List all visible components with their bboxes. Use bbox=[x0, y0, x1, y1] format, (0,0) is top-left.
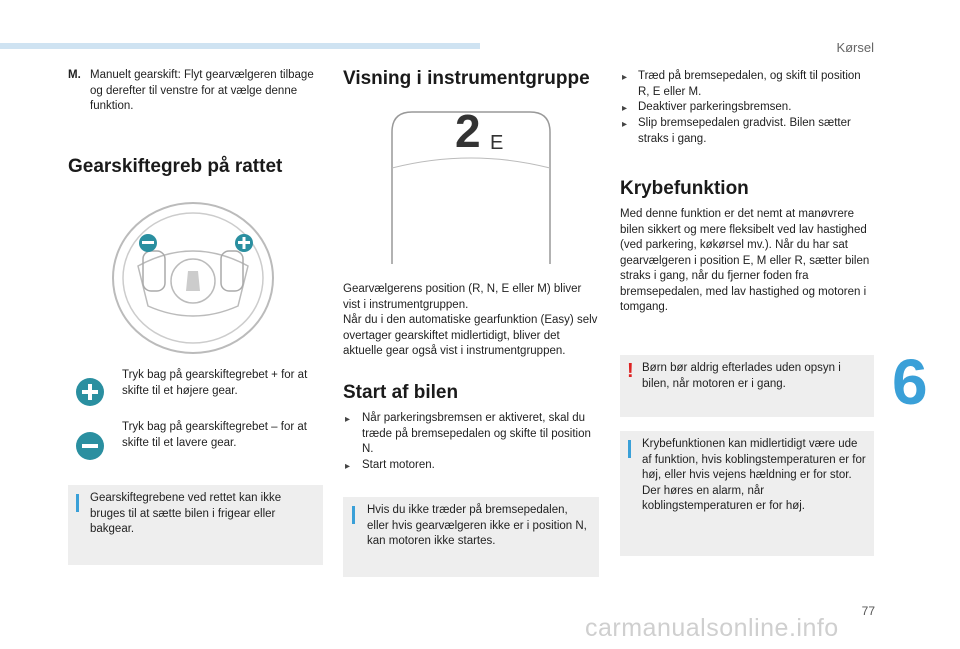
minus-icon bbox=[76, 432, 104, 460]
m-text: Manuelt gearskift: Flyt gearvælgeren tilbage og derefter til venstre for at vælge denne funktion. bbox=[90, 69, 314, 112]
info-icon bbox=[628, 440, 631, 458]
chapter-number: 6 bbox=[892, 346, 928, 418]
drive-bullet-3: Slip bremsepedalen gradvist. Bilen sætter straks i gang. bbox=[638, 117, 851, 145]
plus-text: Tryk bag på gearskiftegrebet + for at skifte til et højere gear. bbox=[122, 369, 308, 397]
info-paddles-text: Gearskiftegrebene ved rettet kan ikke bruges til at sætte bilen i frigear eller bakgear. bbox=[90, 492, 282, 535]
info-start-text: Hvis du ikke træder på bremsepedalen, eller hvis gearvælgeren ikke er i position N, kan motoren ikke startes. bbox=[367, 504, 587, 547]
creep-para: Med denne funktion er det nemt at manøvrere bilen sikkert og mere fleksibelt ved lav hastighed (ved parkering, køkørsel mv.). Når du har sat gearvælgeren i position E, M eller R, sætter bilen straks i gang, når du fjerner foden fra bremsepedalen, med lav hastighed og motoren i tomgang. bbox=[620, 208, 870, 313]
heading-start: Start af bilen bbox=[343, 382, 459, 403]
minus-text: Tryk bag på gearskiftegrebet – for at skifte til et lavere gear. bbox=[122, 421, 307, 449]
plus-icon bbox=[76, 378, 104, 406]
display-para-2: Når du i den automatiske gearfunktion (Easy) selv overtager gearskiftet midlertidigt, bliver det aktuelle gear også vist i instrumentgruppen. bbox=[343, 314, 598, 357]
top-accent-bar bbox=[0, 43, 480, 49]
bullet-marker: ▸ bbox=[622, 72, 628, 83]
steering-wheel-illustration bbox=[108, 196, 278, 356]
start-bullet-1: Når parkeringsbremsen er aktiveret, skal du træde på bremsepedalen og skifte til position N. bbox=[362, 412, 591, 455]
bullet-marker: ▸ bbox=[345, 414, 351, 425]
m-label: M. bbox=[68, 69, 81, 81]
page-number: 77 bbox=[861, 604, 875, 618]
section-title: Kørsel bbox=[836, 40, 874, 55]
bullet-marker: ▸ bbox=[622, 103, 628, 114]
heading-paddles: Gearskiftegreb på rattet bbox=[68, 156, 283, 177]
info-creep-text: Krybefunktionen kan midlertidigt være ude af funktion, hvis koblingstemperaturen er for høj, eller hvis vejens hældning er for stor. Der høres en alarm, når koblingstemperaturen er for høj. bbox=[642, 438, 866, 512]
info-icon bbox=[76, 494, 79, 512]
heading-creep: Krybefunktion bbox=[620, 178, 749, 199]
display-mode: E bbox=[490, 132, 504, 154]
display-gear: 2 bbox=[455, 105, 481, 157]
info-icon bbox=[352, 506, 355, 524]
warning-icon: ! bbox=[627, 360, 634, 382]
warning-text: Børn bør aldrig efterlades uden opsyn i bilen, når motoren er i gang. bbox=[642, 362, 841, 390]
bullet-marker: ▸ bbox=[622, 119, 628, 130]
start-bullet-2: Start motoren. bbox=[362, 459, 435, 471]
bullet-marker: ▸ bbox=[345, 461, 351, 472]
drive-bullet-1: Træd på bremsepedalen, og skift til position R, E eller M. bbox=[638, 70, 861, 98]
heading-display: Visning i instrumentgruppe bbox=[343, 68, 590, 89]
watermark: carmanualsonline.info bbox=[585, 614, 839, 642]
drive-bullet-2: Deaktiver parkeringsbremsen. bbox=[638, 101, 792, 113]
display-para-1: Gearvælgerens position (R, N, E eller M) bliver vist i instrumentgruppen. bbox=[343, 283, 582, 311]
